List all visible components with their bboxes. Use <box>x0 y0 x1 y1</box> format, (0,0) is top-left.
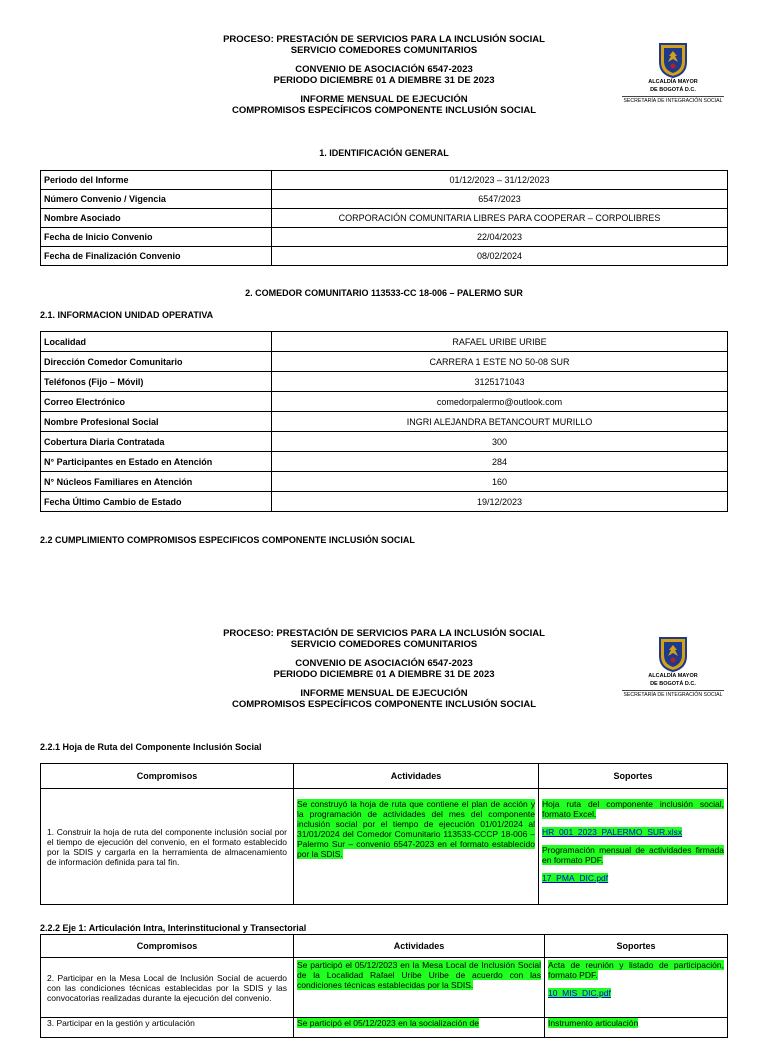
logo-name-1: ALCALDÍA MAYOR <box>648 79 698 85</box>
actividad-cell <box>294 1018 545 1038</box>
row-value: 6547/2023 <box>272 190 728 209</box>
col-actividades: Actividades <box>294 764 539 789</box>
identificacion-table <box>40 170 728 266</box>
soporte-cell <box>539 789 728 905</box>
soporte-desc: Instrumento articulación <box>548 1018 639 1028</box>
table-row <box>41 352 728 372</box>
section221-title: 2.2.1 Hoja de Ruta del Componente Inclusión Social <box>40 742 262 752</box>
soporte-cell <box>545 1018 728 1038</box>
compromiso-cell: 3. Participar en la gestión y articulación <box>41 1018 294 1038</box>
file-link[interactable]: 10_MIS_DIC.pdf <box>548 988 611 998</box>
row-value: 160 <box>272 472 728 492</box>
row-label: Dirección Comedor Comunitario <box>41 352 272 372</box>
row-label: Fecha de Finalización Convenio <box>41 247 272 266</box>
row-value: 3125171043 <box>272 372 728 392</box>
row-label: Localidad <box>41 332 272 352</box>
row-label: Correo Electrónico <box>41 392 272 412</box>
header-periodo: PERIODO DICIEMBRE 01 A DIEMBRE 31 DE 2023 <box>273 669 495 680</box>
logo-secretaria: SECRETARÍA DE INTEGRACIÓN SOCIAL <box>623 98 723 104</box>
row-label: Número Convenio / Vigencia <box>41 190 272 209</box>
actividad-text: Se participó el 05/12/2023 en la socialización de <box>297 1018 479 1028</box>
row-label: Fecha Último Cambio de Estado <box>41 492 272 512</box>
file-link[interactable]: 17_PMA_DIC.pdf <box>542 873 609 883</box>
soporte-cell <box>545 958 728 1018</box>
col-compromisos: Compromisos <box>41 935 294 958</box>
bogota-shield-icon <box>658 636 688 672</box>
row-value: 19/12/2023 <box>272 492 728 512</box>
row-value: 300 <box>272 432 728 452</box>
row-value: comedorpalermo@outlook.com <box>272 392 728 412</box>
section222-title: 2.2.2 Eje 1: Articulación Intra, Interinstitucional y Transectorial <box>40 923 307 933</box>
table-row <box>41 332 728 352</box>
table-row <box>41 247 728 266</box>
page-header-1 <box>170 34 598 116</box>
header-informe: INFORME MENSUAL DE EJECUCIÓN <box>300 688 468 699</box>
row-value: 284 <box>272 452 728 472</box>
bogota-shield-icon <box>658 42 688 78</box>
actividad-text: Se participó el 05/12/2023 en la Mesa Local de Inclusión Social de la Localidad Rafael Uribe Uribe de acuerdo con las condiciones técnicas establecidas por la SDIS. <box>297 960 541 990</box>
table-row <box>41 452 728 472</box>
header-convenio: CONVENIO DE ASOCIACIÓN 6547-2023 <box>295 658 473 669</box>
header-compromisos: COMPROMISOS ESPECÍFICOS COMPONENTE INCLUSIÓN SOCIAL <box>231 105 537 116</box>
header-convenio: CONVENIO DE ASOCIACIÓN 6547-2023 <box>295 64 473 75</box>
row-label: Periodo del Informe <box>41 171 272 190</box>
actividad-cell <box>294 789 539 905</box>
table-row <box>41 412 728 432</box>
logo-secretaria: SECRETARÍA DE INTEGRACIÓN SOCIAL <box>623 692 723 698</box>
row-label: Cobertura Diaria Contratada <box>41 432 272 452</box>
col-soportes: Soportes <box>539 764 728 789</box>
logo-name-2: DE BOGOTÁ D.C. <box>650 86 696 93</box>
section2-title: 2. COMEDOR COMUNITARIO 113533-CC 18-006 – PALERMO SUR <box>245 288 523 298</box>
table-header-row <box>41 935 728 958</box>
page-header-2 <box>170 628 598 710</box>
soporte-desc: Acta de reunión y listado de participación, formato PDF. <box>548 960 724 980</box>
logo-bogota-1 <box>618 42 728 104</box>
row-label: N° Núcleos Familiares en Atención <box>41 472 272 492</box>
row-value: CARRERA 1 ESTE NO 50-08 SUR <box>272 352 728 372</box>
table-row <box>41 228 728 247</box>
table-row <box>41 1018 728 1038</box>
table-row <box>41 190 728 209</box>
table-row <box>41 392 728 412</box>
articulacion-table <box>40 934 728 1038</box>
col-actividades: Actividades <box>294 935 545 958</box>
section21-title: 2.1. INFORMACION UNIDAD OPERATIVA <box>40 310 214 320</box>
soporte-desc: Hoja ruta del componente inclusión social, formato Excel. <box>542 799 724 819</box>
row-label: N° Participantes en Estado en Atención <box>41 452 272 472</box>
header-service: SERVICIO COMEDORES COMUNITARIOS <box>290 639 478 650</box>
unidad-operativa-table <box>40 331 728 512</box>
row-label: Nombre Profesional Social <box>41 412 272 432</box>
table-header-row <box>41 764 728 789</box>
row-label: Fecha de Inicio Convenio <box>41 228 272 247</box>
table-row <box>41 472 728 492</box>
table-row <box>41 958 728 1018</box>
section1-title: 1. IDENTIFICACIÓN GENERAL <box>319 148 449 158</box>
soporte-desc: Programación mensual de actividades firmada en formato PDF. <box>542 845 724 865</box>
row-label: Teléfonos (Fijo – Móvil) <box>41 372 272 392</box>
row-label: Nombre Asociado <box>41 209 272 228</box>
table-row <box>41 492 728 512</box>
header-periodo: PERIODO DICIEMBRE 01 A DIEMBRE 31 DE 2023 <box>273 75 495 86</box>
table-row <box>41 432 728 452</box>
row-value: 01/12/2023 – 31/12/2023 <box>272 171 728 190</box>
section22-title: 2.2 CUMPLIMIENTO COMPROMISOS ESPECIFICOS COMPONENTE INCLUSIÓN SOCIAL <box>40 535 415 545</box>
row-value: CORPORACIÓN COMUNITARIA LIBRES PARA COOPERAR – CORPOLIBRES <box>272 209 728 228</box>
row-value: 22/04/2023 <box>272 228 728 247</box>
table-row <box>41 209 728 228</box>
header-informe: INFORME MENSUAL DE EJECUCIÓN <box>300 94 468 105</box>
logo-bogota-2 <box>618 636 728 698</box>
header-process: PROCESO: PRESTACIÓN DE SERVICIOS PARA LA INCLUSIÓN SOCIAL <box>223 628 545 639</box>
table-row <box>41 171 728 190</box>
row-value: RAFAEL URIBE URIBE <box>272 332 728 352</box>
actividad-text: Se construyó la hoja de ruta que contiene el plan de acción y la programación de actividades del mes del componente inclusión social por el tiempo de ejecución 01/01/2024 al 31/01/2024 del Comedor Comunitario 113533-CCCP 18-006 – Palermo Sur – convenio 6547-2023 en el formato establecido por la SDIS. <box>297 799 535 859</box>
header-process: PROCESO: PRESTACIÓN DE SERVICIOS PARA LA INCLUSIÓN SOCIAL <box>223 34 545 45</box>
table-row <box>41 789 728 905</box>
col-soportes: Soportes <box>545 935 728 958</box>
compromiso-cell: 2. Participar en la Mesa Local de Inclusión Social de acuerdo con las condiciones técnicas establecidas por la SDIS y las convocatorias realizadas durante la ejecución del convenio. <box>41 958 294 1018</box>
header-compromisos: COMPROMISOS ESPECÍFICOS COMPONENTE INCLUSIÓN SOCIAL <box>231 699 537 710</box>
row-value: 08/02/2024 <box>272 247 728 266</box>
hoja-ruta-table <box>40 763 728 905</box>
file-link[interactable]: HR_001_2023_PALERMO_SUR.xlsx <box>542 827 683 837</box>
header-service: SERVICIO COMEDORES COMUNITARIOS <box>290 45 478 56</box>
row-value: INGRI ALEJANDRA BETANCOURT MURILLO <box>272 412 728 432</box>
col-compromisos: Compromisos <box>41 764 294 789</box>
logo-name-1: ALCALDÍA MAYOR <box>648 673 698 679</box>
compromiso-cell: 1. Construir la hoja de ruta del componente inclusión social por el tiempo de ejecución del convenio, en el formato establecido por la SDIS y cargarla en la herramienta de almacenamiento de información definida para tal fin. <box>41 789 294 905</box>
table-row <box>41 372 728 392</box>
actividad-cell <box>294 958 545 1018</box>
logo-name-2: DE BOGOTÁ D.C. <box>650 680 696 687</box>
